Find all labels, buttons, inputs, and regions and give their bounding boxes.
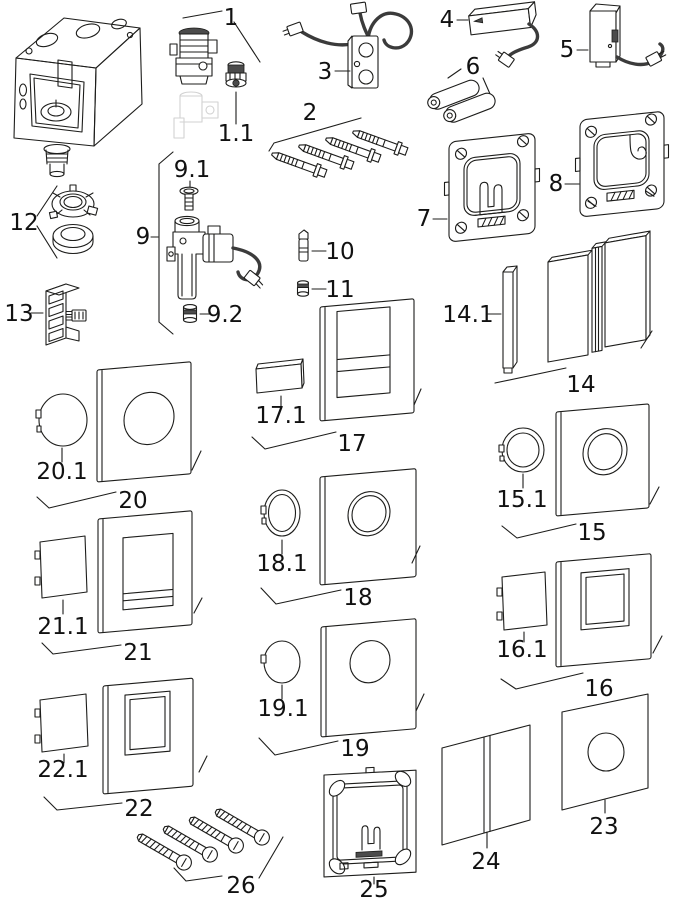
part-label-23: 23 xyxy=(589,814,619,840)
part-label-4: 4 xyxy=(439,7,455,33)
part-15-plate-ring-button xyxy=(502,404,659,546)
part-label-20: 20 xyxy=(118,488,148,514)
part-9-solenoid-valve xyxy=(136,152,265,334)
part-1-flush-valve xyxy=(170,5,260,138)
part-label-8: 8 xyxy=(548,171,564,197)
part-label-18-1: 18.1 xyxy=(256,551,308,577)
part-11-sleeve xyxy=(298,277,355,303)
part-label-6: 6 xyxy=(465,54,481,80)
part-3-servomotor xyxy=(282,2,411,88)
part-label-17-1: 17.1 xyxy=(255,403,307,429)
cistern-housing-graphic xyxy=(14,18,142,177)
part-1-1-cap xyxy=(218,62,255,147)
part-17-1-cover xyxy=(255,359,306,429)
part-label-5: 5 xyxy=(559,37,575,63)
part-label-14: 14 xyxy=(566,372,596,398)
part-26-screws xyxy=(134,805,283,899)
part-14-1-divider-strip xyxy=(442,266,517,373)
part-18-1-ring-button xyxy=(256,490,307,577)
part-23-protective-foil-round xyxy=(562,694,648,840)
part-label-13: 13 xyxy=(4,301,34,327)
part-label-9-2: 9.2 xyxy=(206,302,244,328)
part-label-18: 18 xyxy=(343,585,373,611)
part-label-21: 21 xyxy=(123,640,153,666)
part-22-1-cover xyxy=(35,694,89,783)
part-label-1: 1 xyxy=(223,5,239,31)
part-label-26: 26 xyxy=(226,873,256,899)
part-6-batteries xyxy=(425,54,497,125)
part-label-19: 19 xyxy=(340,736,370,762)
part-label-15-1: 15.1 xyxy=(496,487,548,513)
part-label-22: 22 xyxy=(124,796,154,822)
part-label-7: 7 xyxy=(416,206,432,232)
part-label-19-1: 19.1 xyxy=(257,696,309,722)
part-7-mounting-frame xyxy=(417,132,540,242)
part-25-adapter-frame xyxy=(324,765,416,900)
part-20-1-round-button xyxy=(36,394,88,485)
part-label-11: 11 xyxy=(325,277,355,303)
part-label-24: 24 xyxy=(471,849,501,875)
part-19-plate-round-button xyxy=(259,619,424,762)
part-label-22-1: 22.1 xyxy=(37,757,89,783)
part-5-control-box xyxy=(560,4,667,67)
part-label-9: 9 xyxy=(135,224,151,250)
part-label-9-1: 9.1 xyxy=(173,157,211,183)
part-4-power-supply xyxy=(440,2,538,68)
part-label-1-1: 1.1 xyxy=(217,121,255,147)
part-19-1-round-button xyxy=(257,641,308,722)
part-label-21-1: 21.1 xyxy=(37,614,89,640)
part-10-insert xyxy=(299,230,355,265)
part-label-2: 2 xyxy=(302,100,318,126)
part-label-10: 10 xyxy=(325,239,355,265)
part-label-20-1: 20.1 xyxy=(36,459,88,485)
part-21-1-cover xyxy=(35,536,89,640)
part-13-bracket xyxy=(4,284,86,345)
part-14-twin-panel-plate xyxy=(495,231,652,398)
part-label-14-1: 14.1 xyxy=(442,302,494,328)
part-label-16-1: 16.1 xyxy=(496,637,548,663)
part-label-25: 25 xyxy=(359,877,389,900)
part-label-16: 16 xyxy=(584,676,614,702)
part-2-bolts xyxy=(269,100,409,180)
part-12-seal-set xyxy=(9,185,97,258)
part-24-protective-foil-twin xyxy=(442,725,530,875)
part-15-1-ring-button xyxy=(496,428,547,513)
part-label-12: 12 xyxy=(9,210,39,236)
part-label-15: 15 xyxy=(577,520,607,546)
part-label-17: 17 xyxy=(337,431,367,457)
part-label-3: 3 xyxy=(317,59,333,85)
part-16-1-square-button xyxy=(496,572,547,663)
installed-valve-ghost xyxy=(174,92,218,138)
part-8-mounting-frame xyxy=(549,111,669,218)
